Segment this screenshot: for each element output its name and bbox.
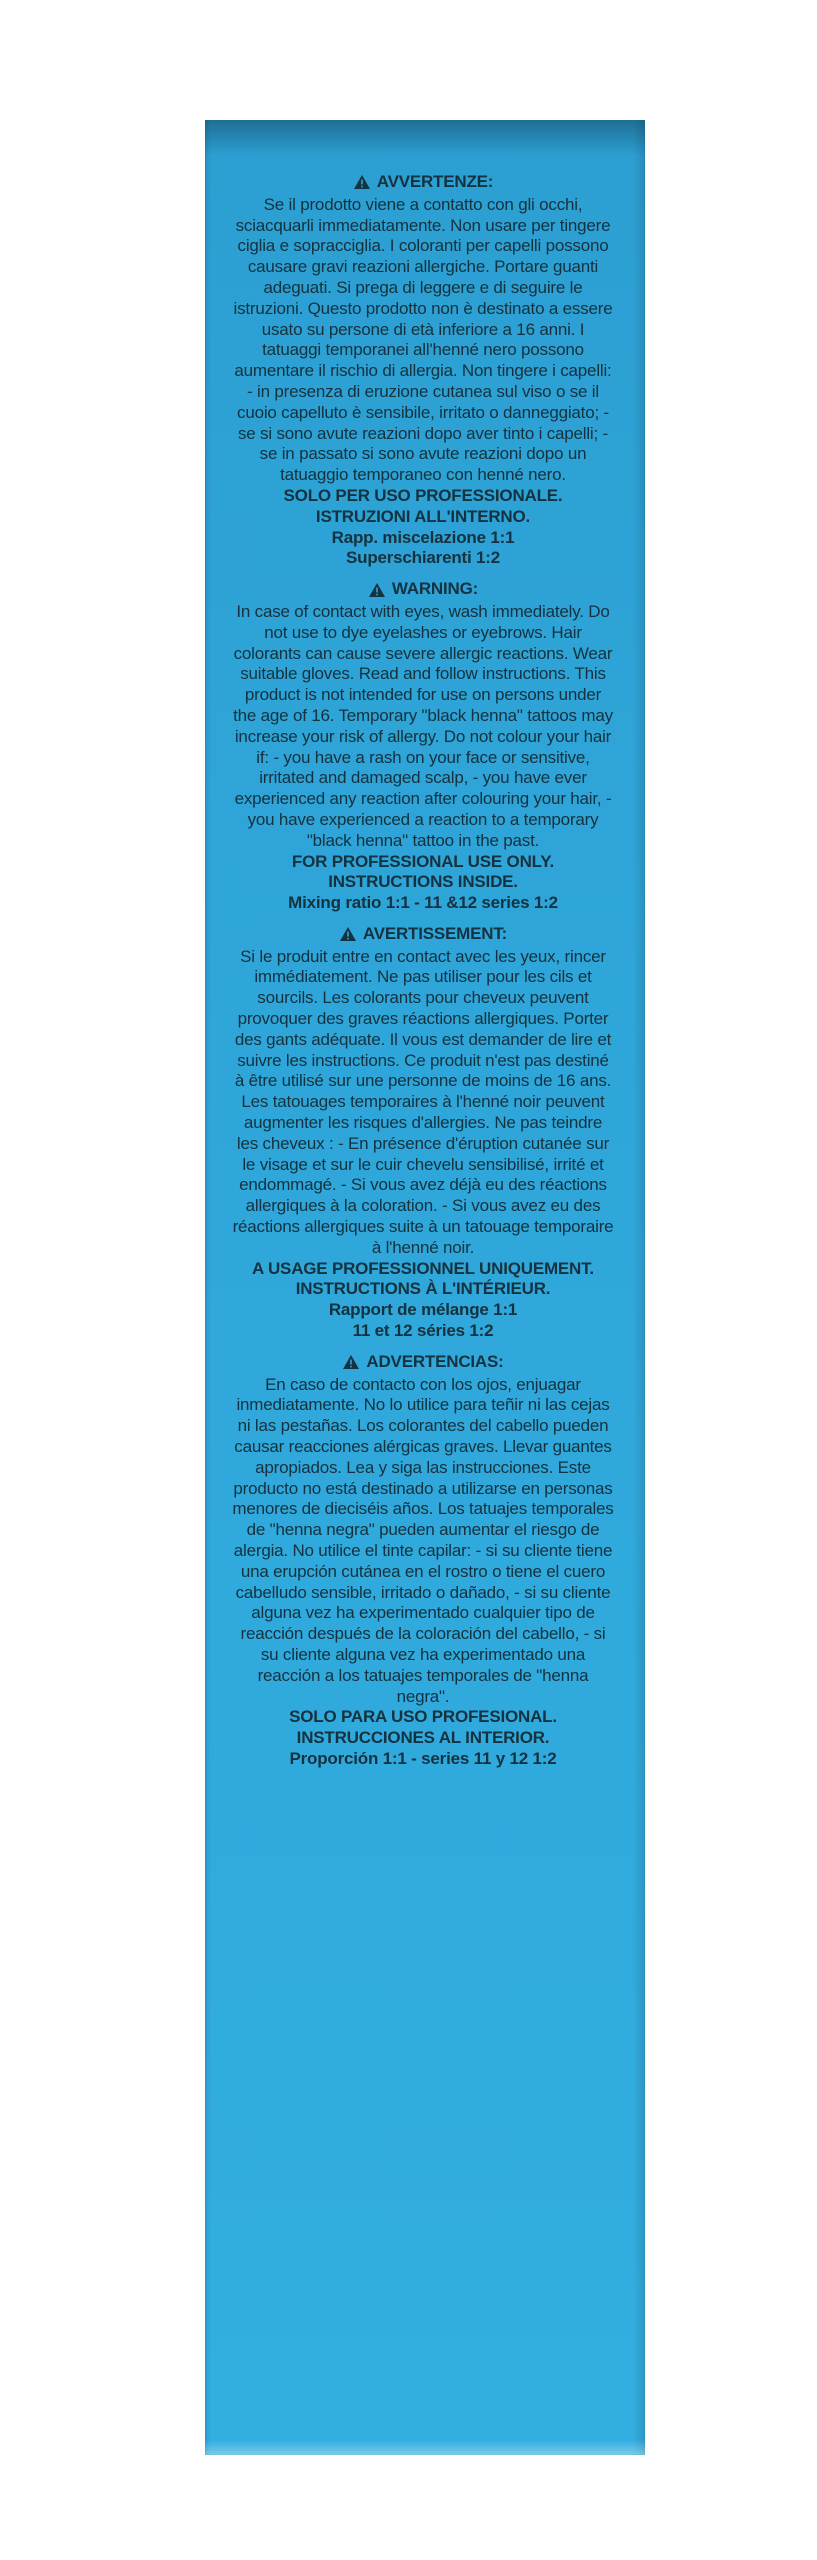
warning-section <box>232 172 614 569</box>
warning-triangle-icon <box>353 174 371 190</box>
section-bold-line: INSTRUCCIONES AL INTERIOR. <box>296 1728 550 1748</box>
section-heading-text: WARNING: <box>391 579 479 599</box>
box-top-shadow <box>205 120 645 156</box>
section-bold-line: Rapp. miscelazione 1:1 <box>331 527 515 547</box>
section-bold-line: SOLO PER USO PROFESSIONALE. <box>283 485 563 505</box>
section-body-text: Se il prodotto viene a contatto con gli occhi, sciacquarli immediatamente. Non usare per tingere ciglia e sopracciglia. I coloranti per capelli possono causare gravi reazioni allergiche. Portare guanti adeguati. Si prega di leggere e di seguire le istruzioni. Questo prodotto non è destinato a essere usato su persone di età inferiore a 16 anni. I tatuaggi temporanei all'henné nero possono aumentare il rischio di allergia. Non tingere i capelli: - in presenza di eruzione cutanea sul viso o se il cuoio capelluto è sensibile, irritato o danneggiato; - se si sono avute reazioni dopo aver tinto i capelli; - se in passato si sono avute reazioni dopo un tatuaggio temporaneo con henné nero. <box>233 194 613 485</box>
section-bold-line: A USAGE PROFESSIONNEL UNIQUEMENT. <box>252 1258 594 1278</box>
section-bold-line: Mixing ratio 1:1 - 11 &12 series 1:2 <box>288 893 558 913</box>
box-left-edge <box>205 120 211 2455</box>
section-heading-text: AVVERTENZE: <box>376 172 494 191</box>
warning-section <box>232 924 614 1342</box>
warning-section <box>232 1352 614 1770</box>
section-bold-line: INSTRUCTIONS INSIDE. <box>328 872 518 892</box>
section-heading <box>232 172 614 193</box>
section-bold-line: INSTRUCTIONS À L'INTÉRIEUR. <box>295 1279 551 1299</box>
section-heading <box>232 579 614 600</box>
box-bottom-edge <box>205 2440 645 2455</box>
section-bold-line: FOR PROFESSIONAL USE ONLY. <box>291 851 555 871</box>
section-heading <box>232 924 614 945</box>
box-right-edge <box>633 120 645 2455</box>
section-bold-line: Proporción 1:1 - series 11 y 12 1:2 <box>289 1748 557 1768</box>
warning-triangle-icon <box>342 1354 360 1370</box>
section-bold-line: ISTRUZIONI ALL'INTERNO. <box>315 506 531 526</box>
section-bold-line: SOLO PARA USO PROFESIONAL. <box>289 1707 557 1727</box>
section-bold-line: 11 et 12 séries 1:2 <box>352 1321 494 1341</box>
section-heading <box>232 1352 614 1373</box>
warning-text-panel <box>232 172 614 1780</box>
section-bold-line: Superschiarenti 1:2 <box>346 548 500 568</box>
warning-triangle-icon <box>339 926 357 942</box>
section-heading-text: AVERTISSEMENT: <box>362 923 508 943</box>
warning-section <box>232 579 614 914</box>
section-bold-line: Rapport de mélange 1:1 <box>328 1300 518 1320</box>
warning-triangle-icon <box>368 582 386 598</box>
section-body-text: In case of contact with eyes, wash immediately. Do not use to dye eyelashes or eyebrows. Hair colorants can cause severe allergic reactions. Wear suitable gloves. Read and follow instructions. This product is not intended for use on persons under the age of 16. Temporary "black henna" tattoos may increase your risk of allergy. Do not colour your hair if: - you have a rash on your face or sensitive, irritated and damaged scalp, - you have ever experienced any reaction after colouring your hair, - you have experienced a reaction to a temporary "black henna" tattoo in the past. <box>233 601 613 850</box>
section-body-text: En caso de contacto con los ojos, enjuagar inmediatamente. No lo utilice para teñir ni las cejas ni las pestañas. Los colorantes del cabello pueden causar reacciones alérgicas graves. Llevar guantes apropiados. Lea y siga las instrucciones. Este producto no está destinado a utilizarse en personas menores de dieciséis años. Los tatuajes temporales de "henna negra" pueden aumentar el riesgo de alergia. No utilice el tinte capilar: - si su cliente tiene una erupción cutánea en el rostro o tiene el cuero cabelludo sensible, irritado o dañado, - si su cliente alguna vez ha experimentado cualquier tipo de reacción después de la coloración del cabello, - si su cliente alguna vez ha experimentado una reacción a los tatuajes temporales de "henna negra". <box>232 1374 614 1706</box>
section-body-text: Si le produit entre en contact avec les yeux, rincer immédiatement. Ne pas utiliser pour les cils et sourcils. Les colorants pour cheveux peuvent provoquer des graves réactions allergiques. Porter des gants adéquate. Il vous est demander de lire et suivre les instructions. Ce produit n'est pas destiné à être utilisé sur une personne de moins de 16 ans. Les tatouages temporaires à l'henné noir peuvent augmenter les risques d'allergies. Ne pas teindre les cheveux : - En présence d'éruption cutanée sur le visage et sur le cuir chevelu sensibilisé, irrité et endommagé. - Si vous avez déjà eu des réactions allergiques à la coloration. - Si vous avez eu des réactions allergiques suite à un tatouage temporaire à l'henné noir. <box>232 946 614 1257</box>
section-heading-text: ADVERTENCIAS: <box>366 1351 504 1371</box>
